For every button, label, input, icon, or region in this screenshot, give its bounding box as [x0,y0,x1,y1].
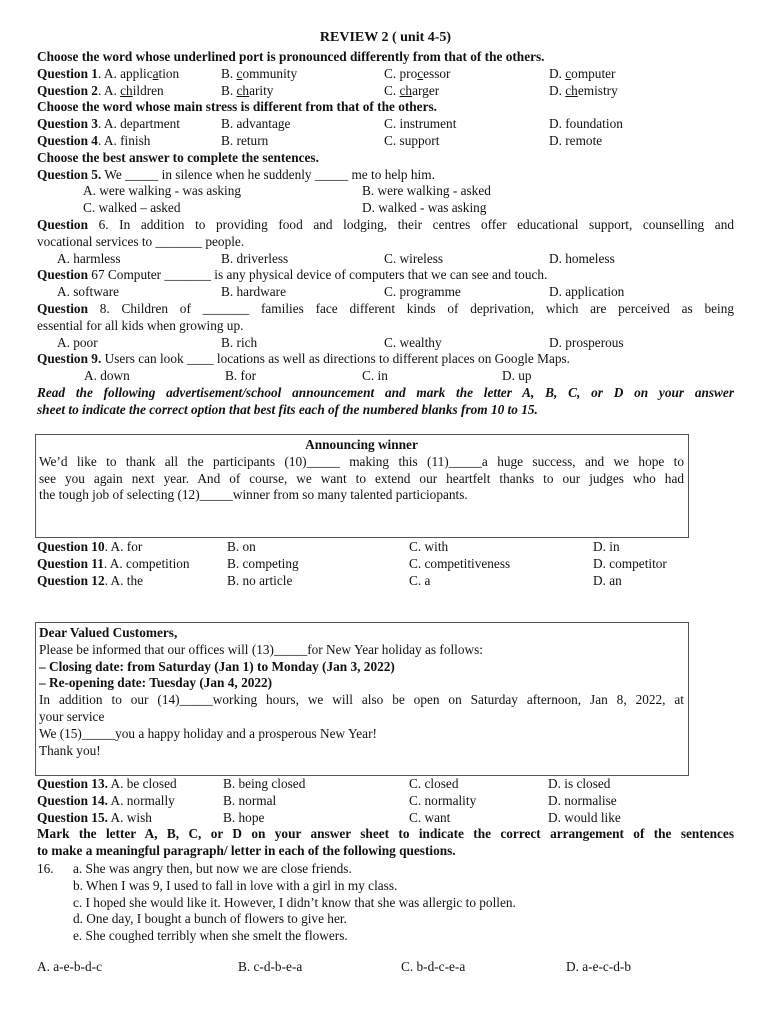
question-13 [37,776,734,793]
question-text: 8. Children of _______ families face different kinds of deprivation, which are perceived as being [87,300,734,316]
option-a: A. wish [107,809,152,825]
section-instruction-stress: Choose the word whose main stress is different from that of the others. [37,99,437,115]
notice-line: In addition to our (14)_____working hours, we will also be open on Saturday afternoon, Jan 8, 2022, at [39,692,684,708]
question-text: 67 Computer _______ is any physical device of computers that we can see and touch. [87,267,548,283]
announcement-line: the tough job of selecting (12)_____winner from so many talented particiopants. [39,487,468,503]
question-text-cont: vocational services to _______ people. [37,233,245,249]
question-label: Question [37,216,88,232]
question-10 [37,539,734,556]
option-b: B. normal [223,792,277,808]
section-instruction-arrangement-cont: to make a meaningful paragraph/ letter in each of the following questions. [37,843,456,859]
question-label: Question [37,267,88,283]
option-b: B. driverless [221,250,289,266]
question-12 [37,573,734,590]
question-label: Question 2 [37,82,98,98]
question-label: Question 5. [37,166,102,182]
notice-box [35,622,689,776]
option-b: B. c-d-b-e-a [238,959,303,974]
option-b: B. on [227,539,256,554]
option-d: D. would like [548,809,621,825]
question-7 [37,267,734,284]
option-d: D. remote [549,132,603,148]
question-9 [37,351,734,368]
option-a: . A. for [104,539,143,554]
sentence-d: d. One day, I bought a bunch of flowers to give her. [73,911,347,927]
option-a: A. be closed [107,776,177,791]
option-c: C. normality [409,792,477,808]
sentence-c: c. I hoped she would like it. However, I didn’t know that she was allergic to pollen. [73,894,516,910]
question-16 [37,861,734,945]
option-d: D. foundation [549,116,623,132]
sentence-a: a. She was angry then, but now we are close friends. [73,861,352,876]
question-16-line-a [37,861,734,878]
option-c: C. want [409,809,451,825]
option-c: C. competitiveness [409,555,511,571]
question-5-options-ab [37,183,734,200]
option-d: D. prosperous [549,334,624,350]
question-label: Question 12 [37,572,105,588]
question-2: Question 2. A. children B. charity C. charger D. chemistry [37,82,618,98]
option-d: D. competitor [593,555,667,571]
question-16-line-e [37,928,734,945]
question-9-options [37,368,734,385]
question-label: Question 11 [37,555,104,571]
question-8 [37,301,734,318]
option-c: C. b-d-c-e-a [401,959,466,974]
option-d: D. an [593,572,622,588]
question-text: Users can look ____ locations as well as directions to different places on Google Maps. [101,351,571,367]
option-b: B. were walking - asked [362,183,491,199]
question-5 [37,167,734,184]
question-text: We _____ in silence when he suddenly _____ me to help him. [101,166,435,182]
option-c: C. walked – asked [83,200,181,216]
question-14 [37,793,734,810]
option-a: A. harmless [57,250,121,266]
question-label: Question 10 [37,539,105,554]
option-b: B. no article [227,572,293,588]
option-a: A. poor [57,334,98,350]
question-label: Question 9. [37,351,102,367]
option-c: C. closed [409,776,459,791]
option-b: B. for [225,368,257,384]
notice-greeting: Dear Valued Customers, [39,625,178,640]
option-c: C. instrument [384,116,457,132]
option-d: D. normalise [548,792,617,808]
sentence-b: b. When I was 9, I used to fall in love with a girl in my class. [73,877,398,893]
question-label: Question [37,300,88,316]
question-label: Question 15. [37,809,108,825]
option-b: B. competing [227,555,299,571]
notice-line: We (15)_____you a happy holiday and a prosperous New Year! [39,725,377,741]
question-text-cont: essential for all kids when growing up. [37,317,244,333]
announcement-line: We’d like to thank all the participants (10)_____ making this (11)_____a huge success, and we hope to [39,453,684,469]
question-text: 6. In addition to providing food and lodging, their centres offer educational support, counselling and [87,216,734,232]
option-d: D. homeless [549,250,615,266]
option-b: B. hardware [221,284,286,300]
option-b: B. hope [223,809,265,825]
question-label: Question 13. [37,776,108,791]
question-1: Question 1. A. application B. community C. processor D. computer [37,65,616,81]
option-a: A. software [57,284,120,300]
question-4: Question 4. A. finish B. return C. support D. remote [37,132,603,148]
option-c: C. a [409,572,431,588]
option-d: D. a-e-c-d-b [566,959,631,974]
section-instruction-complete: Choose the best answer to complete the sentences. [37,149,319,165]
announcement-box [35,434,689,538]
section-instruction-reading-cont: sheet to indicate the correct option that best fits each of the numbered blanks from 10 to 15. [37,401,538,417]
worksheet [37,27,734,419]
notice-line: Thank you! [39,742,101,758]
question-number: 16. [37,861,54,876]
option-c: C. with [409,539,449,554]
option-a: A. department [103,116,180,132]
section-instruction-reading: Read the following advertisement/school announcement and mark the letter A, B, C, or D on your answer [37,384,734,400]
announcement-line: see you again next year. And of course, we want to extend our heartfelt thanks to our judges who had [39,470,684,486]
questions-13-15 [37,776,734,860]
option-d: D. up [502,368,532,384]
option-a: . A. the [104,572,144,588]
question-label: Question 4 [37,132,98,148]
section-instruction-arrangement: Mark the letter A, B, C, or D on your answer sheet to indicate the correct arrangement of the sentences [37,826,734,842]
notice-line: – Re-opening date: Tuesday (Jan 4, 2022) [39,675,273,691]
option-c: C. wireless [384,250,444,266]
option-d: D. walked - was asking [362,200,487,216]
section-instruction-pronunciation: Choose the word whose underlined port is pronounced differently from that of the others. [37,49,545,64]
question-11 [37,556,734,573]
option-c: C. support [384,132,440,148]
option-c: C. in [362,368,388,384]
question-16-line-d [37,911,734,928]
question-16-line-b [37,878,734,895]
option-d: D. application [549,284,625,300]
question-5-options-cd [37,200,734,217]
questions-10-12 [37,539,734,589]
announcement-heading: Announcing winner [305,437,418,452]
notice-line: your service [39,708,105,724]
option-b: B. advantage [221,116,291,132]
option-a: A. normally [107,792,175,808]
option-d: D. is closed [548,776,611,791]
option-a: A. a-e-b-d-c [37,959,102,974]
question-label: Question 14. [37,792,108,808]
question-6-options [37,251,734,268]
page-title: REVIEW 2 ( unit 4-5) [319,30,452,45]
option-b: B. rich [221,334,258,350]
option-a: A. down [84,368,130,384]
question-16-line-c [37,895,734,912]
question-label: Question 3 [37,116,98,132]
option-d: D. in [593,539,620,554]
notice-line: Please be informed that our offices will (13)_____for New Year holiday as follows: [39,641,483,657]
option-c: C. programme [384,284,461,300]
question-15 [37,810,734,827]
option-b: B. return [221,132,269,148]
question-6 [37,217,734,234]
option-a: A. were walking - was asking [83,183,242,199]
question-16-options [37,959,734,977]
option-a: . A. competition [103,555,190,571]
question-7-options [37,284,734,301]
question-3: Question 3. A. department B. advantage C. instrument D. foundation [37,116,623,132]
option-a: A. finish [103,132,151,148]
option-c: C. wealthy [384,334,442,350]
sentence-e: e. She coughed terribly when she smelt the flowers. [73,928,348,944]
question-8-options [37,335,734,352]
option-b: B. being closed [223,776,306,791]
question-label: Question 1 [37,65,98,81]
notice-line: – Closing date: from Saturday (Jan 1) to Monday (Jan 3, 2022) [39,658,395,674]
